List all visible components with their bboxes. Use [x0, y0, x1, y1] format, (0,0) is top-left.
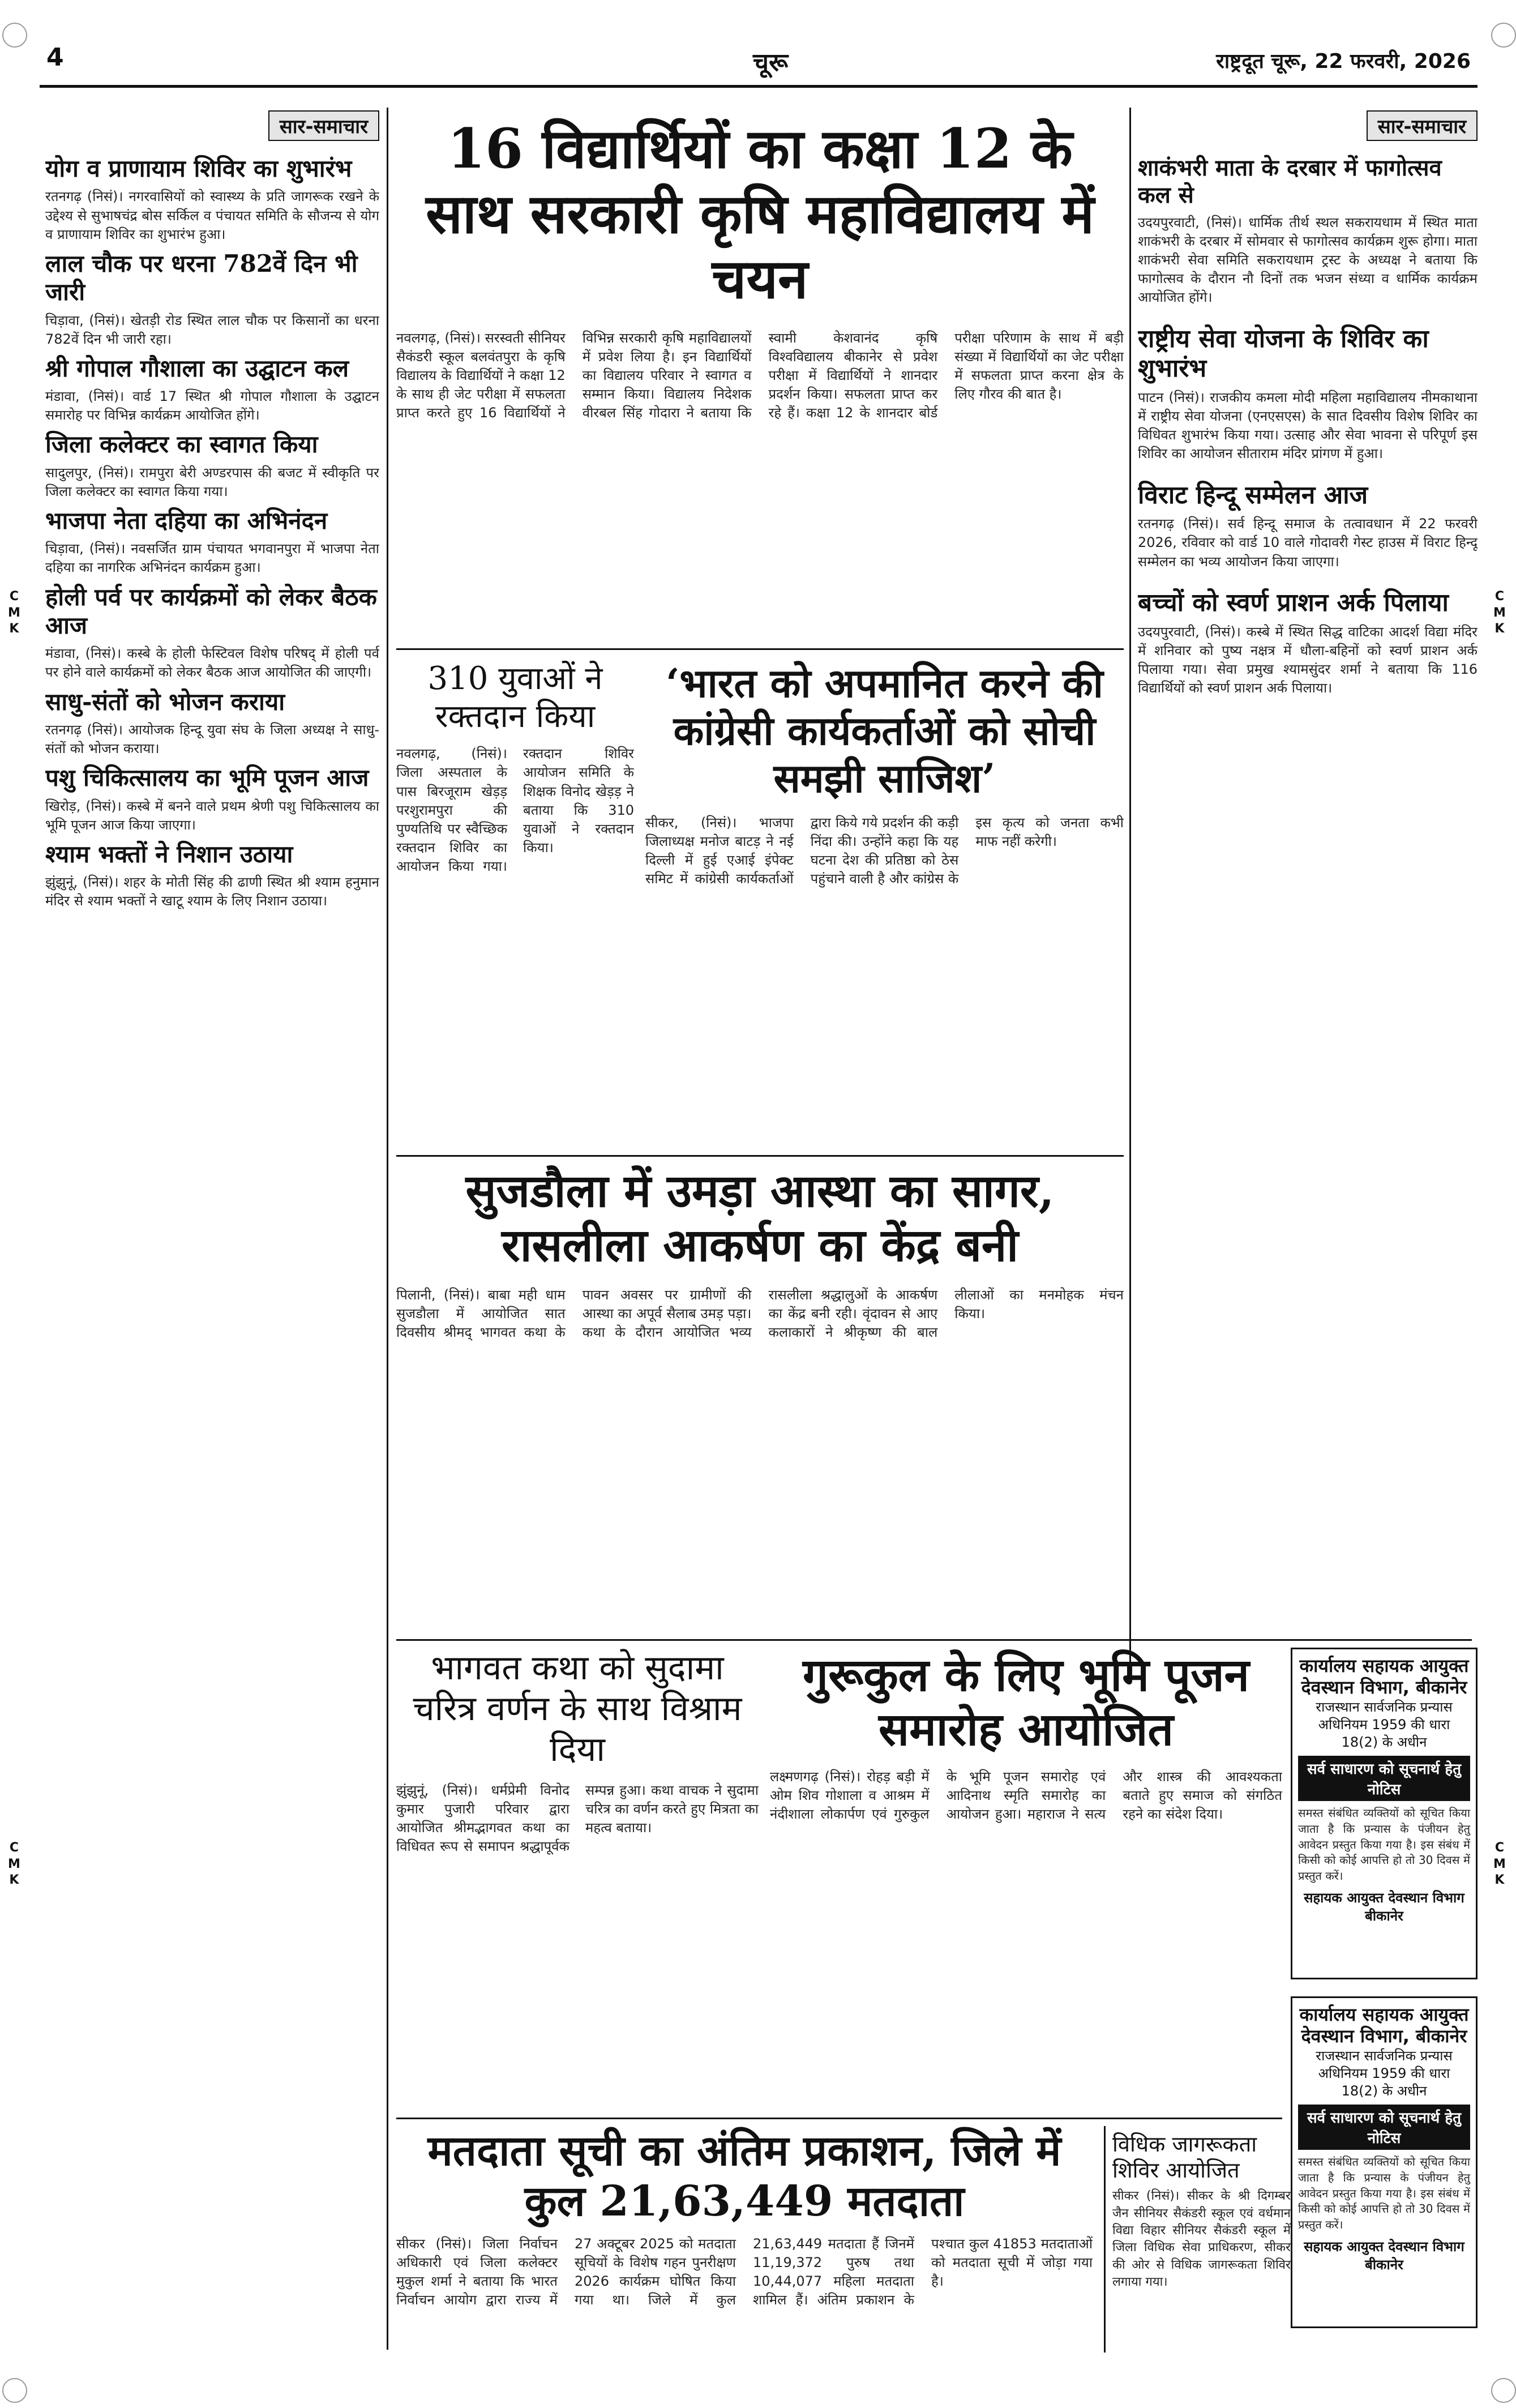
notice-body: समस्त संबंधित व्यक्तियों को सूचित किया जाता है कि प्रन्यास के पंजीयन हेतु आवेदन प्रस्तुत किया गया है। इस संबंध में किसी को कोई आपत्ति हो तो 30 दिवस में प्रस्तुत करें।	[1298, 1806, 1470, 1883]
registration-mark	[2, 2378, 27, 2403]
page-number: 4	[46, 43, 64, 72]
brief-text: सादुलपुर, (निसं)। रामपुरा बेरी अण्डरपास की बजट में स्वीकृति पर जिला कलेक्टर का स्वागत किया गया।	[45, 464, 379, 499]
bhagwat-body: झुंझुनूं, (निसं)। धर्मप्रेमी विनोद कुमार पुजारी परिवार द्वारा आयोजित श्रीमद्भागवत कथा का विधिवत रूप से समापन श्रद्धापूर्वक सम्पन्न हुआ। कथा वाचक ने सुदामा चरित्र का वर्णन करते हुए मित्रता का महत्व बताया।	[396, 1782, 759, 1855]
news-brief	[45, 155, 379, 244]
brief-text: झुंझुनूं, (निसं)। शहर के मोती सिंह की ढाणी स्थित श्री श्याम हनुमान मंदिर से श्याम भक्तों ने खाटू श्याम के लिए निशान उठाया।	[45, 874, 379, 909]
brief-text: चिड़ावा, (निसं)। खेतड़ी रोड स्थित लाल चौक पर किसानों का धरना 782वें दिन भी जारी रहा।	[45, 312, 379, 347]
voter-body: सीकर (निसं)। जिला निर्वाचन अधिकारी एवं जिला कलेक्टर मुकुल शर्मा ने बताया कि भारत निर्वाचन आयोग द्वारा राज्य में 27 अक्टूबर 2025 को मतदाता सूचियों के विशेष गहन पुनरीक्षण 2026 कार्यक्रम घोषित किया गया था। जिले में कुल 21,63,449 मतदाता हैं जिनमें 11,19,372 पुरुष तथा 10,44,077 महिला मतदाता शामिल हैं। अंतिम प्रकाशन के पश्चात कुल 41853 मतदाताओं को मतदाता सूची में जोड़ा गया है।	[396, 2235, 1093, 2308]
brief-text: मंडावा, (निसं)। वार्ड 17 स्थित श्री गोपाल गौशाला के उद्घाटन समारोह पर विभिन्न कार्यक्रम आयोजित होंगे।	[45, 388, 379, 424]
brief-headline: भाजपा नेता दहिया का अभिनंदन	[45, 506, 328, 534]
lead-headline: 16 विद्यार्थियों का कक्षा 12 के साथ सरकारी कृषि महाविद्यालय में चयन	[426, 117, 1094, 311]
notice-column	[1291, 1648, 1478, 2350]
sujdola-body: पिलानी, (निसं)। बाबा मही धाम सुजडौला में आयोजित सात दिवसीय श्रीमद् भागवत कथा के पावन अवसर पर ग्रामीणों की आस्था का अपूर्व सैलाब उमड़ पड़ा। कथा के दौरान आयोजित भव्य रासलीला श्रद्धालुओं के आकर्षण का केंद्र बनी रही। वृंदावन से आए कलाकारों ने श्रीकृष्ण की बाल लीलाओं का मनमोहक मंचन किया।	[396, 1287, 1124, 1341]
shakambhari-headline: शाकंभरी माता के दरबार में फागोत्सव कल से	[1138, 155, 1442, 208]
legal-awareness-story	[1104, 2126, 1291, 2353]
news-brief	[45, 583, 379, 682]
blood-donation-story	[396, 660, 634, 1147]
nss-headline: राष्ट्रीय सेवा योजना के शिविर का शुभारंभ	[1138, 324, 1429, 383]
brief-text: रतनगढ़ (निसं)। नगरवासियों को स्वास्थ्य के प्रति जागरूक रखने के उद्देश्य से सुभाषचंद्र बोस सर्किल व पंचायत समिति के सौजन्य से योग व प्राणायाम शिविर का शुभारंभ हुआ।	[45, 189, 379, 242]
news-brief	[45, 250, 379, 349]
bhagwat-story	[396, 1648, 759, 2112]
sujdola-story	[396, 1164, 1124, 1633]
brief-headline: योग व प्राणायाम शिविर का शुभारंभ	[45, 155, 352, 182]
notice-office: कार्यालय सहायक आयुक्त देवस्थान विभाग, बीकानेर	[1299, 1655, 1469, 1699]
legal-awareness-headline: विधिक जागरूकता शिविर आयोजित	[1112, 2132, 1257, 2183]
brief-text: मंडावा, (निसं)। कस्बे के होली फेस्टिवल विशेष परिषद् में होली पर्व पर होने वाले कार्यक्रमों को लेकर बैठक आज आयोजित की जाएगी।	[45, 645, 379, 681]
column-rule	[387, 108, 388, 2350]
brief-headline: लाल चौक पर धरना 782वें दिन भी जारी	[45, 249, 358, 306]
news-brief	[45, 688, 379, 759]
notice-act: राजस्थान सार्वजनिक प्रन्यास अधिनियम 1959 की धारा 18(2) के अधीन	[1316, 1699, 1453, 1751]
congress-headline: ‘भारत को अपमानित करने की कांग्रेसी कार्यकर्ताओं को सोची समझी साजिश’	[666, 660, 1103, 802]
brief-text: खिरोड़, (निसं)। कस्बे में बनने वाले प्रथम श्रेणी पशु चिकित्सालय का भूमि पूजन आज किया जाएगा।	[45, 798, 379, 833]
blood-donation-headline: 310 युवाओं ने रक्तदान किया	[427, 660, 603, 735]
section-tag: सार-समाचार	[1367, 110, 1478, 141]
registration-mark	[1491, 23, 1516, 48]
dateline: राष्ट्रदूत चूरू, 22 फरवरी, 2026	[1216, 50, 1471, 73]
section-divider	[396, 1639, 1472, 1641]
blood-donation-body: नवलगढ़, (निसं)। जिला अस्पताल के पास बिरजूराम खेड़ड़ परशुरामपुरा की पुण्यतिथि पर स्वैच्छिक रक्तदान शिविर का आयोजन किया गया। रक्तदान शिविर आयोजन समिति के शिक्षक विनोद खेड़ड़ ने बताया कि 310 युवाओं ने रक्तदान किया।	[396, 746, 634, 875]
notice-signature: सहायक आयुक्त देवस्थान विभाग बीकानेर	[1304, 2239, 1464, 2273]
gurukul-story	[770, 1648, 1282, 2112]
news-brief	[45, 840, 379, 911]
brief-headline: श्याम भक्तों ने निशान उठाया	[45, 840, 293, 868]
gurukul-body: लक्ष्मणगढ़ (निसं)। रोहड़ बड़ी में ओम शिव गोशाला व आश्रम में नंदीशाला लोकार्पण एवं गुरुकुल के भूमि पूजन समारोह एवं आदिनाथ स्मृति समारोह का आयोजन हुआ। महाराज ने सत्य और शास्त्र की आवश्यकता बताते हुए समाज को संगठित रहने का संदेश दिया।	[770, 1769, 1282, 1823]
sujdola-headline: सुजडौला में उमड़ा आस्था का सागर, रासलीला आकर्षण का केंद्र बनी	[465, 1164, 1055, 1272]
bhagwat-headline: भागवत कथा को सुदामा चरित्र वर्णन के साथ विश्राम दिया	[413, 1648, 742, 1769]
news-brief	[45, 430, 379, 501]
gurukul-headline: गुरूकुल के लिए भूमि पूजन समारोह आयोजित	[803, 1648, 1249, 1756]
section-divider	[396, 1155, 1124, 1157]
congress-body: सीकर, (निसं)। भाजपा जिलाध्यक्ष मनोज बाटड़ ने नई दिल्ली में हुई एआई इंपेक्ट समिट में कांग्रेसी कार्यकर्ताओं द्वारा किये गये प्रदर्शन की कड़ी निंदा की। उन्होंने कहा कि यह घटना देश की प्रतिष्ठा को ठेस पहुंचाने वाली है और कांग्रेस के इस कृत्य को जनता कभी माफ नहीं करेगी।	[645, 815, 1124, 887]
brief-headline: श्री गोपाल गौशाला का उद्घाटन कल	[45, 354, 349, 382]
brief-headline: साधु-संतों को भोजन कराया	[45, 687, 285, 716]
shakambhari-body: उदयपुरवाटी, (निसं)। धार्मिक तीर्थ स्थल सकरायधाम में स्थित माता शाकंभरी के दरबार में सोमवार से फागोत्सव कार्यक्रम शुरू होगा। माता शाकंभरी सेवा समिति सकरायधाम ट्रस्ट के अध्यक्ष ने बताया कि फागोत्सव के दौरान नौ दिनों तक भजन संध्या व धार्मिक कार्यक्रम आयोजित होंगे।	[1138, 215, 1478, 306]
section-divider	[396, 648, 1124, 650]
left-news-column	[45, 110, 379, 2350]
column-rule	[1129, 108, 1131, 1676]
section-tag: सार-समाचार	[268, 110, 379, 141]
brief-headline: जिला कलेक्टर का स्वागत किया	[45, 430, 318, 459]
notice-title: सर्व साधारण को सूचनार्थ हेतु नोटिस	[1298, 2105, 1470, 2150]
registration-mark	[1491, 2378, 1516, 2403]
news-brief	[45, 507, 379, 578]
page-header	[40, 40, 1478, 88]
brief-text: चिड़ावा, (निसं)। नवसर्जित ग्राम पंचायत भगवानपुरा में भाजपा नेता दहिया का नागरिक अभिनंदन कार्यक्रम हुआ।	[45, 541, 379, 576]
brief-headline: होली पर्व पर कार्यक्रमों को लेकर बैठक आज	[45, 583, 377, 639]
public-notice	[1291, 1996, 1478, 2328]
notice-act: राजस्थान सार्वजनिक प्रन्यास अधिनियम 1959 की धारा 18(2) के अधीन	[1316, 2047, 1453, 2099]
lead-story	[396, 110, 1124, 643]
registration-mark	[2, 23, 27, 48]
congress-story	[645, 660, 1124, 1147]
cmk-mark: C M K	[1493, 1841, 1506, 1888]
hindu-sammelan-headline: विराट हिन्दू सम्मेलन आज	[1138, 480, 1368, 510]
section-divider	[396, 2118, 1282, 2119]
notice-body: समस्त संबंधित व्यक्तियों को सूचित किया जाता है कि प्रन्यास के पंजीयन हेतु आवेदन प्रस्तुत किया गया है। इस संबंध में किसी को कोई आपत्ति हो तो 30 दिवस में प्रस्तुत करें।	[1298, 2155, 1470, 2231]
voter-list-story	[396, 2126, 1093, 2353]
swarna-prashan-headline: बच्चों को स्वर्ण प्राशन अर्क पिलाया	[1138, 588, 1449, 617]
edition-name: चूरू	[753, 48, 789, 77]
swarna-prashan-body: उदयपुरवाटी, (निसं)। कस्बे में स्थित सिद्ध वाटिका आदर्श विद्या मंदिर में शनिवार को पुष्य नक्षत्र में धौला-बहिनों को स्वर्ण प्राशन अर्क पिलाया गया। सेवा प्रमुख श्यामसुंदर शर्मा ने बताया कि 116 विद्यार्थियों को स्वर्ण प्राशन अर्क पिलाया।	[1138, 623, 1478, 696]
right-news-column	[1138, 110, 1478, 1633]
cmk-mark: C M K	[8, 589, 20, 636]
hindu-sammelan-body: रतनगढ़ (निसं)। सर्व हिन्दू समाज के तत्वावधान में 22 फरवरी 2026, रविवार को वार्ड 10 वाले गोदावरी गेस्ट हाउस में विराट हिन्दू सम्मेलन का भव्य आयोजन किया जाएगा।	[1138, 516, 1478, 570]
public-notice	[1291, 1648, 1478, 1979]
notice-title: सर्व साधारण को सूचनार्थ हेतु नोटिस	[1298, 1756, 1470, 1801]
cmk-mark: C M K	[1493, 589, 1506, 636]
legal-awareness-body: सीकर (निसं)। सीकर के श्री दिगम्बर जैन सीनियर सैकंडरी स्कूल एवं वर्धमान विद्या विहार सीनियर सैकंडरी स्कूल में जिला विधिक सेवा प्राधिकरण, सीकर की ओर से विधिक जागरूकता शिविर लगाया गया।	[1112, 2189, 1291, 2289]
lead-body: नवलगढ़, (निसं)। सरस्वती सीनियर सैकंडरी स्कूल बलवंतपुरा के कृषि विद्यालय के विद्यार्थियों ने कक्षा 12 के साथ ही जेट परीक्षा में सफलता प्राप्त करते हुए 16 विद्यार्थियों ने विभिन्न सरकारी कृषि महाविद्यालयों में प्रवेश लिया है। इन विद्यार्थियों का विद्यालय परिवार ने स्वागत व सम्मान किया। विद्यालय निदेशक वीरबल सिंह गोदारा ने बताया कि स्वामी केशवानंद कृषि विश्वविद्यालय बीकानेर से प्रवेश परीक्षा में विद्यार्थियों ने शानदार प्रदर्शन किया। सफलता प्राप्त कर रहे हैं। कक्षा 12 के शानदार बोर्ड परीक्षा परिणाम के साथ में बड़ी संख्या में विद्यार्थियों का जेट परीक्षा में सफलता प्राप्त करना क्षेत्र के लिए गौरव की बात है।	[396, 330, 1124, 421]
notice-signature: सहायक आयुक्त देवस्थान विभाग बीकानेर	[1304, 1890, 1464, 1924]
voter-headline: मतदाता सूची का अंतिम प्रकाशन, जिले में कुल 21,63,449 मतदाता	[427, 2127, 1061, 2226]
nss-body: पाटन (निसं)। राजकीय कमला मोदी महिला महाविद्यालय नीमकाथाना में राष्ट्रीय सेवा योजना (एनएसएस) के सात दिवसीय विशेष शिविर का विधिवत शुभारंभ किया गया। उत्साह और सेवा भावना से परिपूर्ण इस शिविर का आयोजन सीताराम मंदिर प्रांगण में हुआ।	[1138, 390, 1478, 462]
cmk-mark: C M K	[8, 1841, 20, 1888]
brief-text: रतनगढ़ (निसं)। आयोजक हिन्दू युवा संघ के जिला अध्यक्ष ने साधु-संतों को भोजन कराया।	[45, 721, 379, 757]
news-brief	[45, 764, 379, 835]
brief-headline: पशु चिकित्सालय का भूमि पूजन आज	[45, 764, 369, 792]
news-brief	[45, 354, 379, 425]
notice-office: कार्यालय सहायक आयुक्त देवस्थान विभाग, बीकानेर	[1299, 2004, 1469, 2047]
